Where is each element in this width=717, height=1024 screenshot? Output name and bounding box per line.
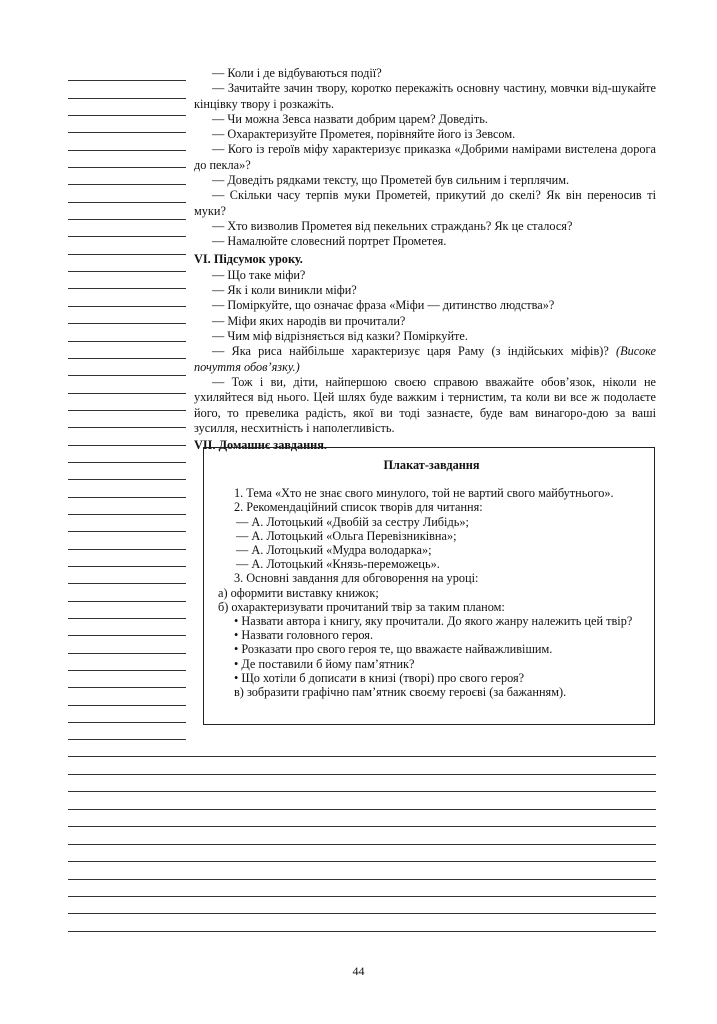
writing-line [68, 775, 656, 792]
question: — Хто визволив Прометея від пекельних страждань? Як це сталося? [212, 218, 573, 233]
writing-line [68, 740, 656, 757]
writing-line [68, 359, 186, 376]
writing-lines [68, 740, 656, 932]
plan-item: • Де поставили б йому пам’ятник? [234, 656, 415, 671]
writing-line [68, 619, 186, 636]
writing-line [68, 723, 186, 740]
section-heading-summary: VI. Підсумок уроку. [194, 251, 303, 266]
writing-line [68, 498, 186, 515]
plan-item: • Назвати головного героя. [234, 628, 374, 643]
writing-line [68, 64, 186, 81]
writing-line [68, 255, 186, 272]
question: — Зачитайте зачин твору, коротко перекажіть основну частину, мовчки від-шукайте кінцівку твору і розкажіть. [194, 81, 656, 111]
writing-line [68, 133, 186, 150]
question: — Доведіть рядками тексту, що Прометей був сильним і терплячим. [212, 173, 570, 188]
writing-line [68, 81, 186, 98]
poster-assignment-box [203, 447, 655, 725]
task-c: в) зобразити графічно пам’ятник своєму героєві (за бажанням). [234, 685, 567, 700]
writing-line [68, 636, 186, 653]
question: — Міфи яких народів ви прочитали? [212, 313, 406, 328]
question: — Чим міф відрізняється від казки? Поміркуйте. [212, 329, 468, 344]
questions-block-2 [194, 268, 656, 375]
writing-line [68, 411, 186, 428]
poster-item-3: 3. Основні завдання для обговорення на уроці: [234, 571, 479, 586]
writing-line [68, 515, 186, 532]
writing-line [68, 99, 186, 116]
writing-line [68, 237, 186, 254]
poster-title: Плакат-завдання [383, 458, 480, 472]
writing-line [68, 862, 656, 879]
writing-line [68, 289, 186, 306]
writing-line [68, 567, 186, 584]
reading-list-item: — А. Лотоцький «Князь-переможець». [236, 557, 440, 572]
closing-paragraph: — Тож і ви, діти, найпершою своєю справою вважайте обов’язок, ніколи не ухиляйтеся від нього. Цей шлях буде важким і тернистим, та коли ви все ж подолаєте його, то превелика радість, якої ви тоді зазнаєте, буде вам винагоро-дою за ваші зусилля, несхитність і наполегливість. [194, 374, 656, 435]
question-rama-answer: (Високе почуття обов’язку.) [194, 344, 657, 374]
question: — Коли і де відбуваються події? [212, 66, 382, 80]
reading-list-item: — А. Лотоцький «Мудра володарка»; [236, 543, 432, 558]
writing-line [68, 480, 186, 497]
writing-line [68, 827, 656, 844]
writing-line [68, 446, 186, 463]
writing-line [68, 654, 186, 671]
writing-line [68, 463, 186, 480]
writing-line [68, 810, 656, 827]
writing-line [68, 185, 186, 202]
writing-line [68, 602, 186, 619]
poster-item-2: 2. Рекомендаційний список творів для читання: [234, 500, 483, 515]
reading-list-item: — А. Лотоцький «Двобій за сестру Либідь»; [236, 514, 469, 529]
section-heading-homework: VII. Домашнє завдання. [194, 438, 327, 453]
writing-line [68, 394, 186, 411]
writing-line [68, 168, 186, 185]
question: — Що таке міфи? [212, 267, 306, 282]
writing-line [68, 550, 186, 567]
plan-item: • Розказати про свого героя те, що вважаєте найважливішим. [234, 642, 553, 657]
question: — Намалюйте словесний портрет Прометея. [212, 234, 447, 249]
question: — Як і коли виникли міфи? [212, 283, 357, 298]
writing-line [68, 532, 186, 549]
question-rama-text: — Яка риса найбільше характеризує царя Раму (з індійських міфів)? [212, 344, 609, 359]
writing-line [68, 272, 186, 289]
task-a: а) оформити виставку книжок; [218, 585, 379, 600]
writing-line [68, 757, 656, 774]
writing-line [68, 688, 186, 705]
question: — Чи можна Зевса назвати добрим царем? Доведіть. [212, 111, 488, 126]
writing-line [68, 845, 656, 862]
lesson-text [194, 66, 656, 454]
question-rama [194, 344, 656, 375]
writing-line [68, 324, 186, 341]
writing-line [68, 151, 186, 168]
plan-item: • Назвати автора і книгу, яку прочитали. До якого жанру належить цей твір? [234, 614, 633, 629]
writing-line [68, 792, 656, 809]
question: — Охарактеризуйте Прометея, порівняйте його із Зевсом. [212, 127, 516, 142]
writing-line [68, 116, 186, 133]
reading-list-item: — А. Лотоцький «Ольга Перевізниківна»; [236, 528, 457, 543]
writing-line [68, 342, 186, 359]
question: — Скільки часу терпів муки Прометей, прикутий до скелі? Як він переносив ті муки? [194, 188, 656, 218]
plan-item: • Що хотіли б дописати в книзі (творі) про свого героя? [234, 670, 525, 685]
writing-line [68, 706, 186, 723]
margin-note-lines [68, 64, 186, 740]
writing-line [68, 880, 656, 897]
writing-line [68, 914, 656, 931]
page-number: 44 [352, 964, 365, 978]
writing-line [68, 307, 186, 324]
question: — Поміркуйте, що означає фраза «Міфи — дитинство людства»? [212, 298, 555, 313]
poster-item-1: 1. Тема «Хто не знає свого минулого, той не вартий свого майбутнього». [234, 486, 614, 501]
writing-line [68, 376, 186, 393]
writing-line [68, 220, 186, 237]
writing-line [68, 671, 186, 688]
writing-line [68, 584, 186, 601]
writing-line [68, 897, 656, 914]
task-b: б) охарактеризувати прочитаний твір за таким планом: [218, 599, 505, 614]
writing-line [68, 428, 186, 445]
question: — Кого із героїв міфу характеризує приказка «Добрими намірами вистелена дорога до пекла»? [194, 142, 656, 172]
questions-block-1 [194, 66, 656, 250]
writing-line [68, 203, 186, 220]
